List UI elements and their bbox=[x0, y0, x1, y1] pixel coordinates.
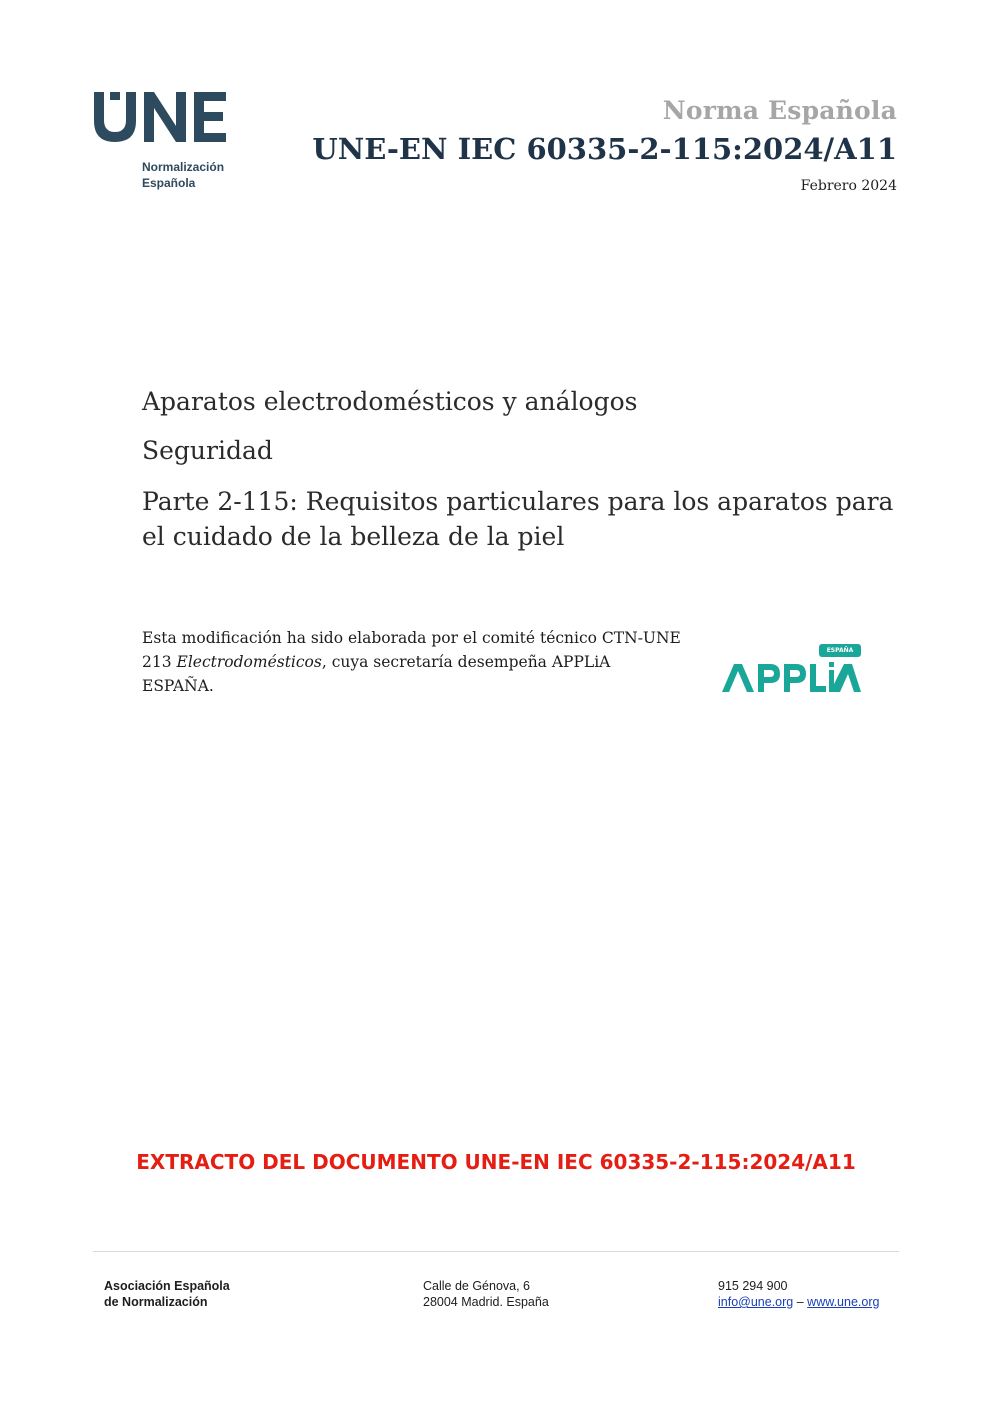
footer-contact bbox=[718, 1278, 879, 1310]
une-logo bbox=[92, 88, 242, 198]
footer-org-line-1: Asociación Española bbox=[104, 1279, 230, 1293]
footer-address-line-2: 28004 Madrid. España bbox=[423, 1295, 549, 1309]
footer-email-link[interactable]: info@une.org bbox=[718, 1295, 794, 1309]
footer-website-link[interactable]: www.une.org bbox=[807, 1295, 880, 1309]
une-logo-subtitle-2: Española bbox=[142, 176, 196, 190]
applia-logo-tag: ESPAÑA bbox=[826, 647, 854, 654]
extract-notice: EXTRACTO DEL DOCUMENTO UNE-EN IEC 60335-2-115:2024/A11 bbox=[136, 1150, 856, 1174]
title-line-3: Parte 2-115: Requisitos particulares para los aparatos para el cuidado de la belleza de la piel bbox=[142, 487, 894, 551]
une-logo-subtitle-1: Normalización bbox=[142, 160, 225, 174]
applia-logo bbox=[718, 642, 863, 697]
footer-organization bbox=[104, 1278, 230, 1310]
publication-date: Febrero 2024 bbox=[800, 178, 897, 194]
committee-text-before: Esta modificación ha sido elaborada por el comité técnico CTN-UNE 213 bbox=[142, 629, 681, 671]
footer-divider bbox=[93, 1251, 899, 1252]
footer-address-line-1: Calle de Génova, 6 bbox=[423, 1279, 531, 1293]
footer-org-line-2: de Normalización bbox=[104, 1295, 208, 1309]
committee-statement bbox=[142, 626, 682, 698]
footer-address bbox=[423, 1278, 549, 1310]
title-line-2: Seguridad bbox=[142, 436, 273, 465]
document-kind: Norma Española bbox=[662, 96, 897, 125]
footer-separator: – bbox=[796, 1295, 804, 1309]
document-code: UNE-EN IEC 60335-2-115:2024/A11 bbox=[312, 132, 897, 166]
footer-phone: 915 294 900 bbox=[718, 1279, 788, 1293]
committee-name: Electrodomésticos bbox=[176, 653, 322, 671]
committee-text-after: , cuya secretaría desempeña APPLiA ESPAÑA. bbox=[142, 653, 611, 695]
une-logo-mark bbox=[92, 88, 242, 148]
title-line-1: Aparatos electrodomésticos y análogos bbox=[142, 387, 638, 416]
